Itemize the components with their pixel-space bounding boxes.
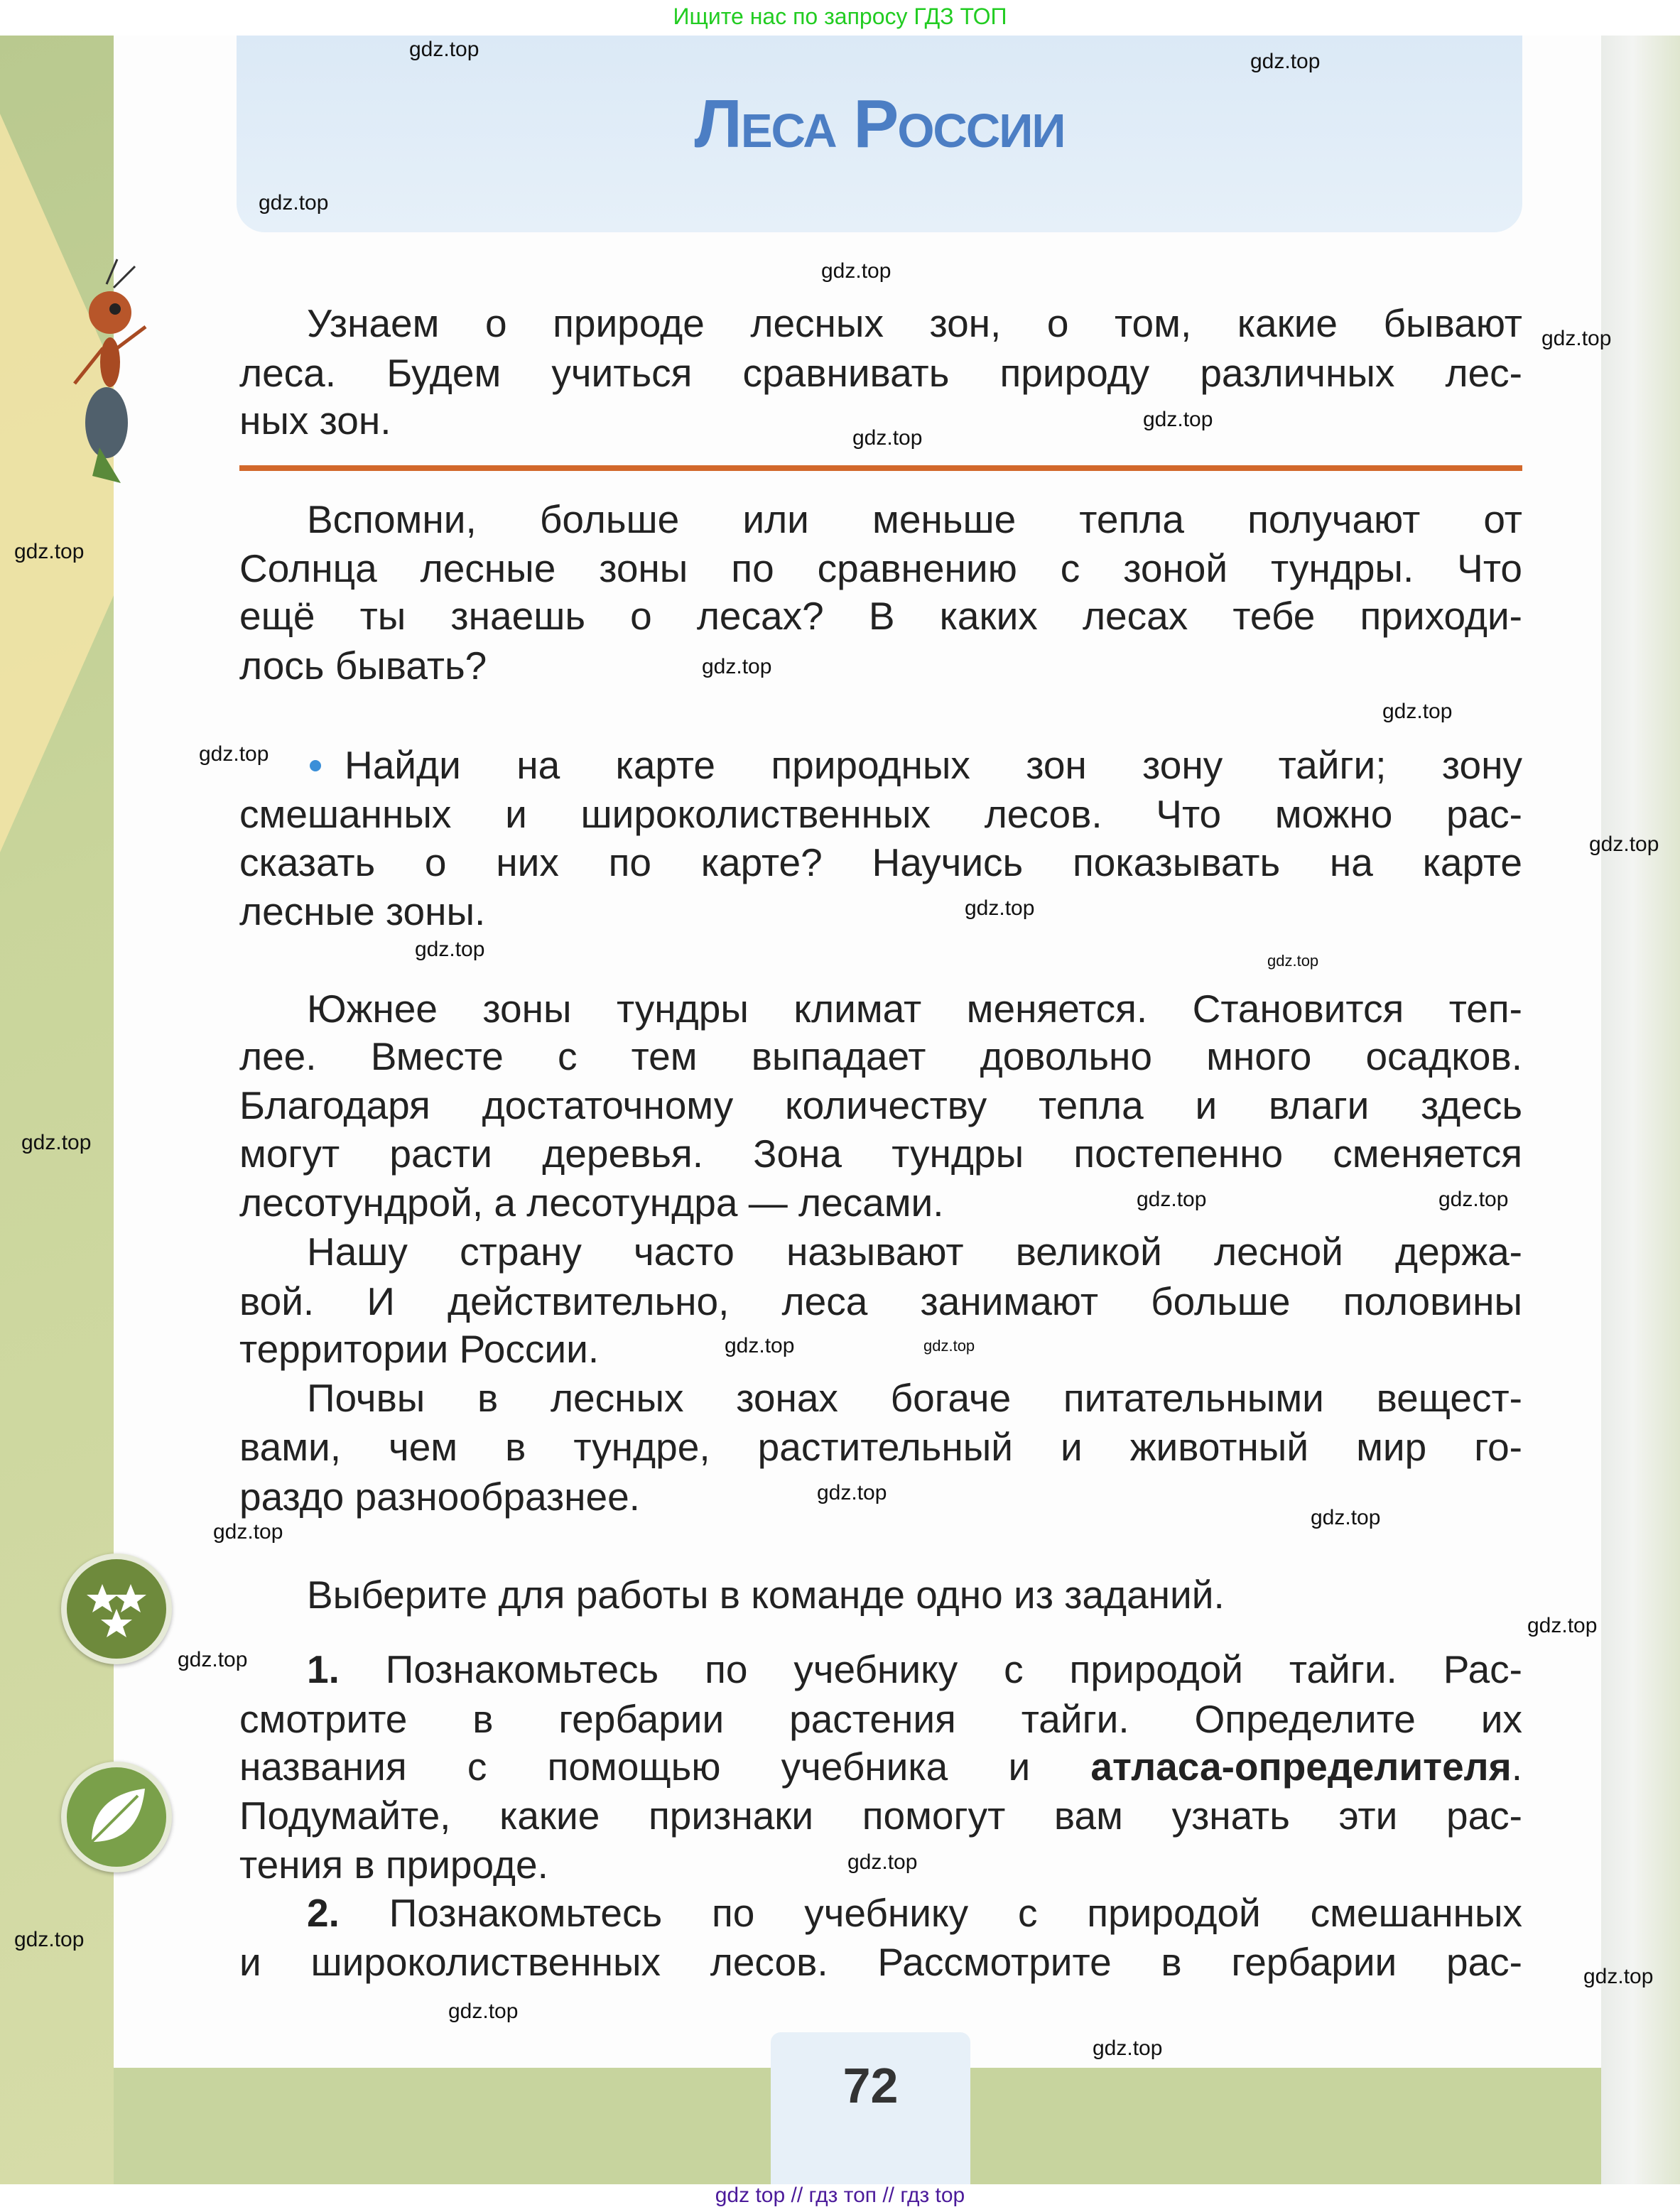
recall-line: Вспомни, больше или меньше тепла получают от <box>307 497 1522 541</box>
text-line: Нашу страну часто называют великой лесной держа- <box>307 1230 1522 1274</box>
map-task-line: смешанных и широколиственных лесов. Что можно рас- <box>239 792 1522 836</box>
recall-line: Солнца лесные зоны по сравнению с зоной тундры. Что <box>239 546 1522 590</box>
task1-line: смотрите в гербарии растения тайги. Определите их <box>239 1697 1522 1741</box>
map-task-line: сказать о них по карте? Научись показывать на карте <box>239 840 1522 884</box>
page-edge-decoration <box>1601 36 1680 2184</box>
watermark: gdz.top <box>1527 1614 1598 1637</box>
watermark: gdz.top <box>725 1334 795 1357</box>
section-divider <box>239 465 1522 471</box>
watermark: gdz.top <box>1589 833 1659 856</box>
watermark: gdz.top <box>1541 327 1612 350</box>
page-number: 72 <box>771 2032 970 2184</box>
text-line: Южнее зоны тундры климат меняется. Становится теп- <box>307 987 1522 1031</box>
text-line: лее. Вместе с тем выпадает довольно много осадков. <box>239 1034 1522 1078</box>
watermark: gdz.top <box>1438 1188 1509 1211</box>
intro-line: леса. Будем учиться сравнивать природу различных лес- <box>239 351 1522 395</box>
task1-number: 1. <box>307 1647 340 1691</box>
watermark: gdz.top <box>21 1131 92 1154</box>
watermark: gdz.top <box>1143 408 1213 431</box>
watermark: gdz.top <box>1311 1506 1381 1529</box>
herbarium-leaf-icon <box>61 1762 172 1872</box>
ant-mascot-icon <box>64 256 156 483</box>
watermark: gdz.top <box>213 1520 283 1544</box>
footer-watermark: gdz top // гдз топ // гдз top <box>0 2184 1680 2207</box>
watermark: gdz.top <box>965 896 1035 920</box>
text-line: лесотундрой, а лесотундра — лесами. <box>239 1181 944 1225</box>
watermark: gdz.top <box>847 1850 918 1874</box>
task1-line <box>239 1745 1522 1788</box>
recall-line: ещё ты знаешь о лесах? В каких лесах тебе приходи- <box>239 594 1522 638</box>
task2-text: Познакомьтесь по учебнику с природой смешанных <box>389 1891 1522 1935</box>
task1-line <box>307 1648 1522 1691</box>
text-line: могут расти деревья. Зона тундры постепенно сменяется <box>239 1132 1522 1176</box>
watermark: gdz.top <box>1093 2037 1163 2060</box>
watermark: gdz.top <box>415 938 485 961</box>
text-line: вами, чем в тундре, растительный и животный мир го- <box>239 1425 1522 1469</box>
watermark: gdz.top <box>1382 700 1453 723</box>
watermark: gdz.top <box>1583 1965 1654 1988</box>
recall-line: лось бывать? <box>239 644 487 688</box>
watermark: gdz.top <box>817 1481 887 1504</box>
page-title: Леса России <box>694 86 1065 162</box>
task1-text: Познакомьтесь по учебнику с природой тайги. Рас- <box>385 1647 1522 1691</box>
intro-line: ных зон. <box>239 398 391 443</box>
search-banner: Ищите нас по запросу ГДЗ ТОП <box>0 0 1680 36</box>
watermark: gdz.top <box>409 38 479 61</box>
watermark: gdz.top <box>1267 952 1319 970</box>
intro-line: Узнаем о природе лесных зон, о том, какие бывают <box>307 301 1522 345</box>
map-task-line: Найди на карте природных зон зону тайги; зону <box>345 743 1522 787</box>
text-line: территории России. <box>239 1327 600 1371</box>
watermark: gdz.top <box>1250 50 1321 73</box>
watermark: gdz.top <box>259 191 329 215</box>
text-line: раздо разнообразнее. <box>239 1475 640 1519</box>
task1-text: названия с помощью учебника и <box>239 1745 1031 1789</box>
map-task-line: лесные зоны. <box>239 889 486 933</box>
task1-line: тения в природе. <box>239 1843 548 1887</box>
teamwork-intro: Выберите для работы в команде одно из заданий. <box>307 1573 1225 1617</box>
text-line: Почвы в лесных зонах богаче питательными вещест- <box>307 1376 1522 1420</box>
teamwork-stars-icon <box>61 1553 172 1664</box>
watermark: gdz.top <box>448 2000 519 2023</box>
text-line: Благодаря достаточному количеству тепла и влаги здесь <box>239 1083 1522 1127</box>
task1-line: Подумайте, какие признаки помогут вам узнать эти рас- <box>239 1794 1522 1838</box>
task2-number: 2. <box>307 1891 340 1935</box>
watermark: gdz.top <box>14 1928 85 1951</box>
task1-period: . <box>1511 1745 1522 1789</box>
task2-line: и широколиственных лесов. Рассмотрите в гербарии рас- <box>239 1940 1522 1984</box>
watermark: gdz.top <box>923 1337 975 1355</box>
watermark: gdz.top <box>852 426 923 450</box>
watermark: gdz.top <box>14 540 85 563</box>
watermark: gdz.top <box>1137 1188 1207 1211</box>
task2-line <box>307 1892 1522 1934</box>
bullet-icon <box>310 760 321 771</box>
watermark: gdz.top <box>821 259 892 283</box>
atlas-term: атласа-определителя <box>1090 1745 1512 1789</box>
watermark: gdz.top <box>178 1648 248 1671</box>
watermark: gdz.top <box>199 742 269 766</box>
text-line: вой. И действительно, леса занимают больше половины <box>239 1279 1522 1323</box>
watermark: gdz.top <box>702 655 772 678</box>
